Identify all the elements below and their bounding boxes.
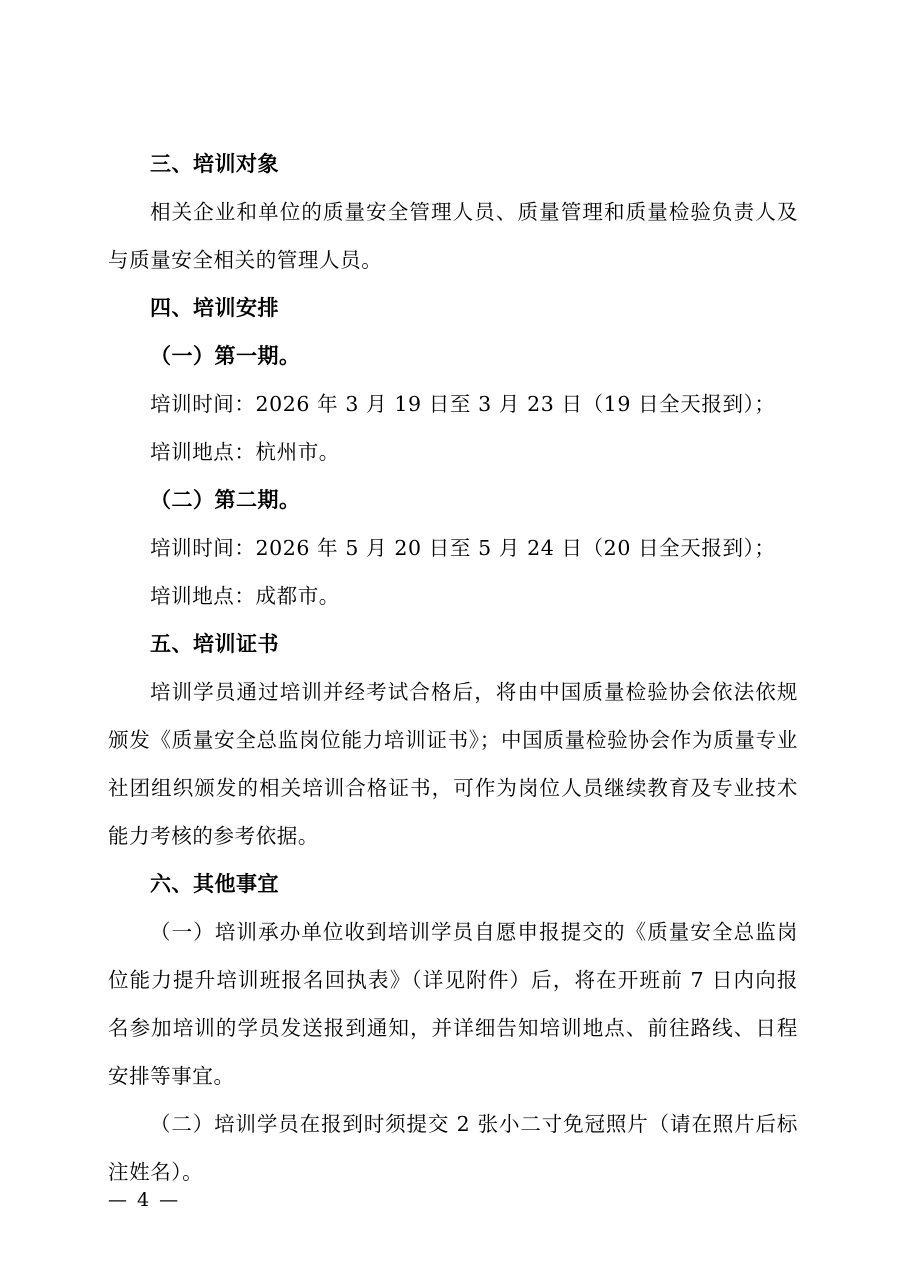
subsection-heading-first-term: （一）第一期。	[150, 344, 301, 368]
second-term-training-time: 培训时间：2026 年 5 月 20 日至 5 月 24 日（20 日全天报到）；	[150, 536, 776, 560]
first-term-training-time: 培训时间：2026 年 3 月 19 日至 3 月 23 日（19 日全天报到）；	[150, 392, 776, 416]
section-heading-5: 五、培训证书	[150, 632, 279, 656]
subsection-heading-second-term: （二）第二期。	[150, 488, 301, 512]
first-term-training-location: 培训地点：杭州市。	[150, 440, 340, 464]
document-body	[108, 140, 798, 1196]
section-6-paragraph-1: （一）培训承办单位收到培训学员自愿申报提交的《质量安全总监岗位能力提升培训班报名回执表》（详见附件）后，将在开班前 7 日内向报名参加培训的学员发送报到通知，并详细告知培训地点、前往路线、日程安排等事宜。	[108, 920, 798, 1088]
second-term-training-location: 培训地点：成都市。	[150, 584, 340, 608]
section-6-paragraph-2: （二）培训学员在报到时须提交 2 张小二寸免冠照片（请在照片后标注姓名）。	[108, 1112, 798, 1184]
section-5-paragraph-1: 培训学员通过培训并经考试合格后，将由中国质量检验协会依法依规颁发《质量安全总监岗位能力培训证书》；中国质量检验协会作为质量专业社团组织颁发的相关培训合格证书，可作为岗位人员继续教育及专业技术能力考核的参考依据。	[108, 680, 798, 848]
section-heading-4: 四、培训安排	[150, 296, 279, 320]
page-number: — 4 —	[108, 1189, 181, 1211]
section-heading-3: 三、培训对象	[150, 152, 279, 176]
section-3-paragraph-1: 相关企业和单位的质量安全管理人员、质量管理和质量检验负责人及与质量安全相关的管理人员。	[108, 200, 798, 272]
section-heading-6: 六、其他事宜	[150, 872, 279, 896]
